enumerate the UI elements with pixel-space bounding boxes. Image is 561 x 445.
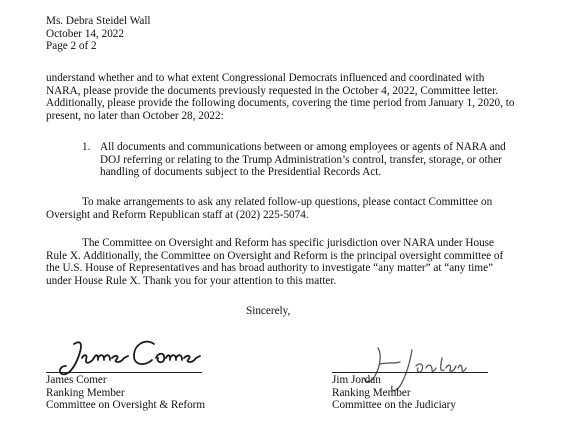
letter-date: October 14, 2022: [46, 27, 124, 40]
list-item-number: 1.: [82, 141, 91, 153]
signatory-name: James Comer: [46, 374, 107, 386]
body-paragraph-2: To make arrangements to ask any related follow-up questions, please contact Committee on Oversight and Reform Republican staff at (202) 225-5074.: [46, 196, 493, 221]
page-number: Page 2 of 2: [46, 40, 97, 53]
signatory-committee: Committee on the Judiciary: [332, 399, 456, 412]
signatory-jordan: [332, 374, 456, 412]
signatory-title: Ranking Member: [332, 386, 411, 399]
signatory-title: Ranking Member: [46, 386, 125, 399]
list-item-text: All documents and communications between or among employees or agents of NARA and DOJ referring or relating to the Trump Administration’s control, transfer, storage, or other handling of documents subject to the Presidential Records Act.: [100, 141, 506, 179]
signatory-committee: Committee on Oversight & Reform: [46, 399, 206, 412]
jordan-signature-line: [332, 372, 488, 373]
closing-salutation: Sincerely,: [246, 305, 291, 317]
body-paragraph-3: The Committee on Oversight and Reform has specific jurisdiction over NARA under House Rule X. Additionally, the Committee on Oversight and Reform is the principal oversight committee of the U.S. House of Representatives and has broad authority to investigate “any matter” at “any time” under House Rule X. Thank you for your attention to this matter.: [46, 237, 504, 287]
letter-header: [46, 15, 151, 53]
recipient-name: Ms. Debra Steidel Wall: [46, 15, 151, 27]
signatory-name: Jim Jordan: [332, 374, 381, 386]
comer-signature-line: [46, 372, 202, 373]
requested-documents-list: [82, 141, 522, 179]
body-paragraph-1: understand whether and to what extent Congressional Democrats influenced and coordinated with NARA, please provide the documents previously requested in the October 4, 2022, Committee letter. Additionally, please provide the following documents, covering the time period from January 1, 2020, to present, no later than October 28, 2022:: [46, 72, 515, 122]
signatory-comer: [46, 374, 205, 412]
